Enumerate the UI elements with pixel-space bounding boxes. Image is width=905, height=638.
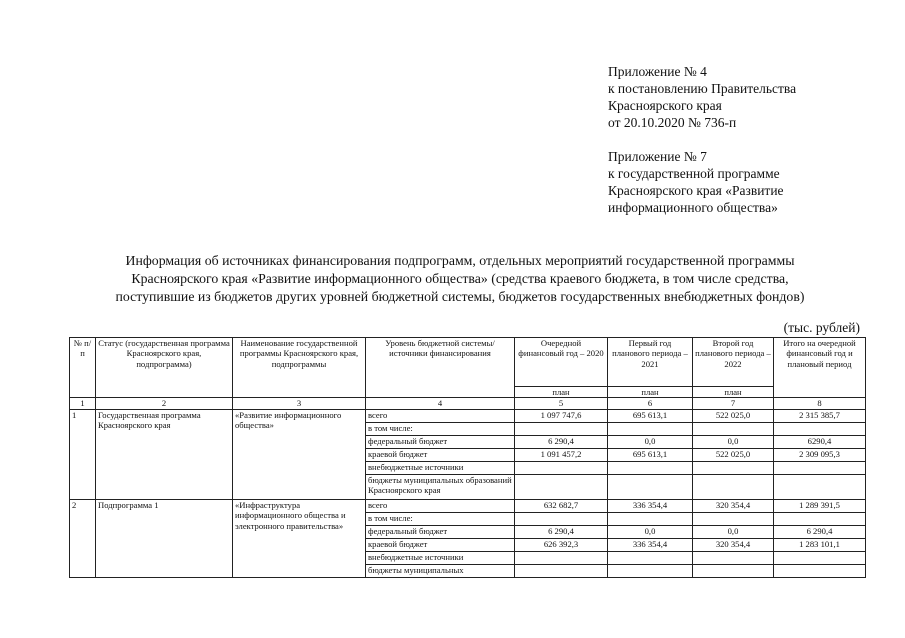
header-plan: план [693,387,774,398]
column-number: 1 [70,398,96,409]
value-total: 2 315 385,7 [774,409,866,422]
value-2020: 632 682,7 [515,499,608,512]
header-2021: Первый год планового периода – 2021 [608,338,693,387]
value-2021 [608,461,693,474]
value-total [774,422,866,435]
value-2021: 336 354,4 [608,499,693,512]
value-2021: 695 613,1 [608,448,693,461]
value-2022 [693,564,774,577]
row-name: «Развитие информационного общества» [233,409,366,499]
row-level: краевой бюджет [366,538,515,551]
row-level: краевой бюджет [366,448,515,461]
column-number: 4 [366,398,515,409]
table-row [70,499,866,512]
appendix-7-line: Красноярского края «Развитие [608,183,784,198]
appendix-4-line: Красноярского края [608,98,722,113]
column-numbers-row [70,398,866,409]
value-2022: 0,0 [693,525,774,538]
value-2020: 626 392,3 [515,538,608,551]
value-total [774,512,866,525]
appendix-7-line: Приложение № 7 [608,149,707,164]
value-2021 [608,564,693,577]
value-2021 [608,512,693,525]
row-num: 1 [70,409,96,499]
appendix-4-line: к постановлению Правительства [608,81,797,96]
value-2022 [693,474,774,499]
value-2020 [515,461,608,474]
value-total: 1 289 391,5 [774,499,866,512]
value-2022 [693,422,774,435]
appendix-4-block [608,63,796,131]
header-num: № п/п [70,338,96,398]
value-2020: 6 290,4 [515,525,608,538]
row-status: Подпрограмма 1 [96,499,233,577]
value-2021 [608,422,693,435]
value-2021: 0,0 [608,525,693,538]
value-2022: 320 354,4 [693,499,774,512]
row-level: в том числе: [366,512,515,525]
column-number: 8 [774,398,866,409]
value-2020: 1 097 747,6 [515,409,608,422]
value-total: 2 309 095,3 [774,448,866,461]
header-plan: план [608,387,693,398]
row-level: федеральный бюджет [366,435,515,448]
header-total: Итого на очередной финансовый год и плановый период [774,338,866,398]
appendix-7-line: к государственной программе [608,166,780,181]
row-level: федеральный бюджет [366,525,515,538]
header-2020: Очередной финансовый год – 2020 [515,338,608,387]
document-title [60,252,860,306]
row-level: всего [366,499,515,512]
value-2021: 336 354,4 [608,538,693,551]
value-2020 [515,422,608,435]
value-2021: 695 613,1 [608,409,693,422]
value-2021 [608,474,693,499]
value-2020: 6 290,4 [515,435,608,448]
title-line: поступившие из бюджетов других уровней бюджетной системы, бюджетов государственных внебюджетных фондов) [115,289,805,304]
header-name: Наименование государственной программы Красноярского края, подпрограммы [233,338,366,398]
row-level: бюджеты муниципальных [366,564,515,577]
appendix-4-line: Приложение № 4 [608,64,707,79]
value-total: 1 283 101,1 [774,538,866,551]
column-number: 5 [515,398,608,409]
table-row [70,409,866,422]
value-2021: 0,0 [608,435,693,448]
appendix-7-line: информационного общества» [608,200,778,215]
column-number: 6 [608,398,693,409]
value-2022: 522 025,0 [693,409,774,422]
value-2020 [515,564,608,577]
row-status: Государственная программа Красноярского края [96,409,233,499]
financing-table [69,337,866,578]
row-level: всего [366,409,515,422]
value-2022: 320 354,4 [693,538,774,551]
value-2022: 522 025,0 [693,448,774,461]
value-2021 [608,551,693,564]
value-2020 [515,551,608,564]
header-plan: план [515,387,608,398]
header-status: Статус (государственная программа Красноярского края, подпрограмма) [96,338,233,398]
column-number: 2 [96,398,233,409]
header-row [70,338,866,387]
title-line: Информация об источниках финансирования подпрограмм, отдельных мероприятий государственной программы [125,253,795,268]
value-total: 6290,4 [774,435,866,448]
value-2022: 0,0 [693,435,774,448]
row-name: «Инфраструктура информационного общества и электронного правительства» [233,499,366,577]
row-level: внебюджетные источники [366,551,515,564]
column-number: 7 [693,398,774,409]
appendix-7-block [608,148,784,216]
value-2022 [693,461,774,474]
appendix-4-line: от 20.10.2020 № 736-п [608,115,737,130]
value-2020 [515,474,608,499]
value-total: 6 290,4 [774,525,866,538]
row-num: 2 [70,499,96,577]
title-line: Красноярского края «Развитие информационного общества» (средства краевого бюджета, в том числе средства, [131,271,789,286]
row-level: внебюджетные источники [366,461,515,474]
value-2020: 1 091 457,2 [515,448,608,461]
value-2022 [693,551,774,564]
header-level: Уровень бюджетной системы/источники финансирования [366,338,515,398]
value-2022 [693,512,774,525]
value-2020 [515,512,608,525]
row-level: в том числе: [366,422,515,435]
value-total [774,461,866,474]
value-total [774,564,866,577]
header-2022: Второй год планового периода – 2022 [693,338,774,387]
units-label: (тыс. рублей) [783,320,860,335]
column-number: 3 [233,398,366,409]
value-total [774,474,866,499]
row-level: бюджеты муниципальных образований Красноярского края [366,474,515,499]
value-total [774,551,866,564]
